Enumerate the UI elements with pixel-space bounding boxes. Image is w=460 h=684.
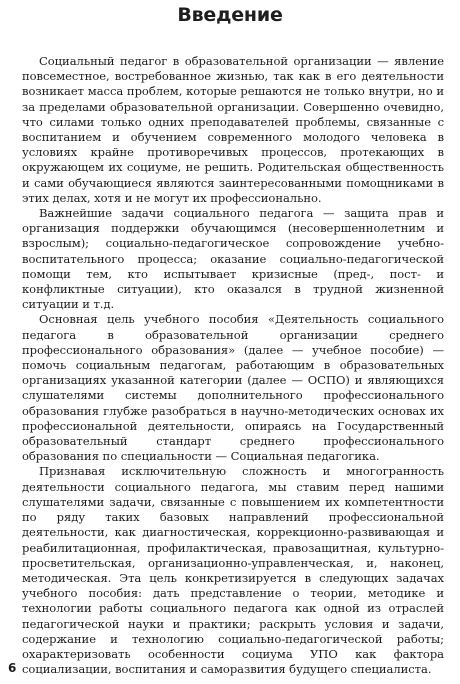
page-number: 6 [8, 661, 17, 675]
body-text [22, 54, 444, 677]
paragraph-2: Важнейшие задачи социального педагога — защита прав и организация поддержки обучающимся (несовершеннолетним и взрослым); социально-педагогическое сопровождение учебно-воспитательного процесса; оказание социально-педагогической помощи тем, кто испытывает кризисные (пред-, пост- и конфликтные ситуации), кто оказался в трудной жизненной ситуации и т.д. [22, 206, 444, 312]
paragraph-1: Социальный педагог в образовательной организации — явление повсеместное, востребованное жизнью, так как в его деятельности возникает масса проблем, которые решаются не только внутри, но и за пределами образовательной организации. Совершенно очевидно, что силами только одних преподавателей проблемы, связанные с воспитанием и обучением современного молодого человека в условиях крайне противоречивых процессов, протекающих в окружающем их социуме, не решить. Родительская общественность и сами обучающиеся являются заинтересованными помощниками в этих делах, хотя и не могут их профессионально. [22, 54, 444, 205]
page-title: Введение [177, 4, 283, 26]
paragraph-4: Признавая исключительную сложность и многогранность деятельности социального педагога, мы ставим перед нашими слушателями задачи, связанные с повышением их компетентности по ряду таких базовых направлений профессиональной деятельности, как диагностическая, коррекционно-развивающая и реабилитационная, профилактическая, правозащитная, культурно-просветительская, организационно-управленческая, и, наконец, методическая. Эта цель конкретизируется в следующих задачах учебного пособия: дать представление о теории, методике и технологии работы социального педагога как одной из отраслей педагогической науки и практики; раскрыть условия и задачи, содержание и технологию социально-педагогической работы; охарактеризовать особенности социума УПО как фактора социализации, воспитания и саморазвития будущего специалиста. [22, 464, 444, 677]
paragraph-3: Основная цель учебного пособия «Деятельность социального педагога в образовательной организации среднего профессионального образования» (далее — учебное пособие) — помочь социальным педагогам, работающим в образовательных организациях указанной категории (далее — ОСПО) и являющихся слушателями системы дополнительного профессионального образования глубже разобраться в научно-методических основах их профессиональной деятельности, опираясь на Государственный образовательный стандарт среднего профессионального образования по специальности — Социальная педагогика. [22, 312, 444, 464]
